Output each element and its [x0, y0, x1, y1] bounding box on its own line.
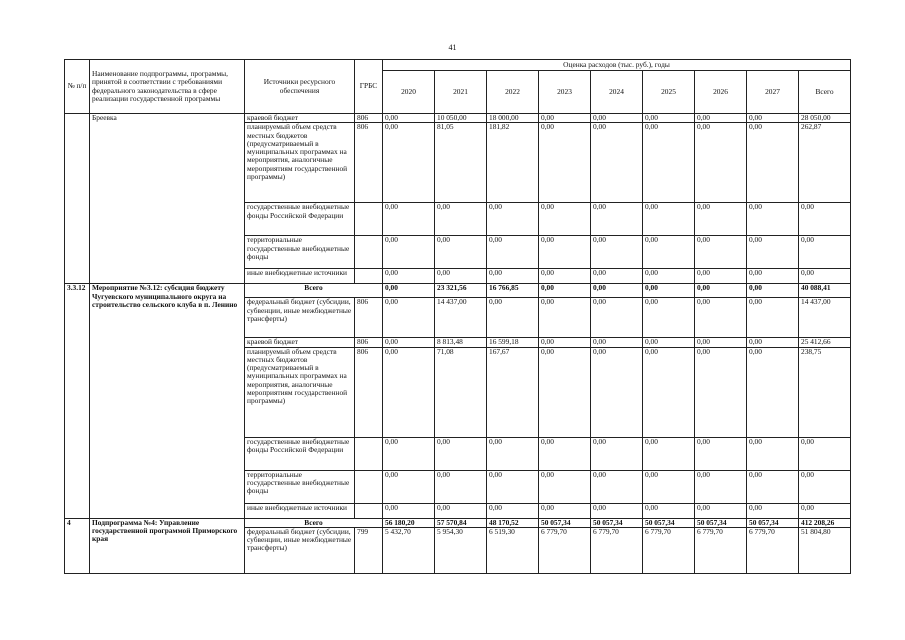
- value-cell: 0,00: [695, 236, 747, 269]
- total-value: 23 321,56: [435, 284, 487, 298]
- value-cell: 0,00: [487, 298, 539, 338]
- value-cell: 0,00: [383, 338, 435, 347]
- value-cell: 0,00: [747, 298, 799, 338]
- value-cell: 0,00: [695, 338, 747, 347]
- total-value: 0,00: [643, 284, 695, 298]
- value-cell: 0,00: [539, 123, 591, 203]
- value-cell: 0,00: [747, 114, 799, 123]
- value-cell: 0,00: [591, 236, 643, 269]
- value-cell: 0,00: [747, 437, 799, 470]
- value-cell: 6 779,70: [747, 527, 799, 573]
- value-cell: 0,00: [643, 503, 695, 518]
- header-year: 2020: [383, 71, 435, 114]
- value-cell: 262,87: [799, 123, 851, 203]
- value-cell: 0,00: [695, 203, 747, 236]
- value-cell: 0,00: [799, 503, 851, 518]
- value-cell: 0,00: [383, 470, 435, 503]
- value-cell: 0,00: [799, 236, 851, 269]
- grbs-code: 799: [355, 527, 383, 573]
- value-cell: 6 779,70: [695, 527, 747, 573]
- value-cell: 0,00: [435, 503, 487, 518]
- value-cell: 0,00: [591, 437, 643, 470]
- total-value: 0,00: [383, 284, 435, 298]
- total-value: 412 208,26: [799, 518, 851, 527]
- value-cell: 10 050,00: [435, 114, 487, 123]
- value-cell: 0,00: [695, 503, 747, 518]
- value-cell: 6 779,70: [539, 527, 591, 573]
- value-cell: 167,67: [487, 347, 539, 437]
- header-num: № п/п: [65, 60, 90, 114]
- funding-source: федеральный бюджет (субсидии, субвенции, иные межбюджетные трансферты): [245, 527, 355, 573]
- total-value: 50 057,34: [539, 518, 591, 527]
- total-row: [65, 284, 851, 298]
- program-name: Бреевка: [90, 114, 245, 284]
- value-cell: 0,00: [591, 298, 643, 338]
- value-cell: 0,00: [487, 437, 539, 470]
- total-value: 40 088,41: [799, 284, 851, 298]
- total-value: 48 170,52: [487, 518, 539, 527]
- header-year: Всего: [799, 71, 851, 114]
- value-cell: 0,00: [799, 203, 851, 236]
- value-cell: 5 432,70: [383, 527, 435, 573]
- value-cell: 0,00: [591, 114, 643, 123]
- value-cell: 81,05: [435, 123, 487, 203]
- funding-source: краевой бюджет: [245, 114, 355, 123]
- value-cell: 238,75: [799, 347, 851, 437]
- value-cell: 0,00: [591, 269, 643, 284]
- value-cell: 51 804,80: [799, 527, 851, 573]
- value-cell: 0,00: [591, 347, 643, 437]
- value-cell: 0,00: [383, 114, 435, 123]
- value-cell: 0,00: [643, 437, 695, 470]
- funding-source: государственные внебюджетные фонды Российской Федерации: [245, 203, 355, 236]
- value-cell: 28 050,00: [799, 114, 851, 123]
- grbs-code: 806: [355, 347, 383, 437]
- value-cell: 0,00: [747, 338, 799, 347]
- value-cell: 0,00: [695, 123, 747, 203]
- grbs-code: [355, 503, 383, 518]
- value-cell: 0,00: [383, 298, 435, 338]
- grbs-code: [355, 236, 383, 269]
- value-cell: 0,00: [383, 347, 435, 437]
- value-cell: 0,00: [539, 269, 591, 284]
- value-cell: 0,00: [643, 203, 695, 236]
- value-cell: 25 412,66: [799, 338, 851, 347]
- total-value: 0,00: [539, 284, 591, 298]
- grbs-code: 806: [355, 298, 383, 338]
- funding-source: планируемый объем средств местных бюджетов (предусматриваемый в муниципальных программах на мероприятия, аналогичные мероприятиям государственной программы): [245, 347, 355, 437]
- value-cell: 0,00: [539, 203, 591, 236]
- value-cell: 0,00: [539, 347, 591, 437]
- header-year: 2026: [695, 71, 747, 114]
- total-value: 0,00: [591, 284, 643, 298]
- total-value: 50 057,34: [747, 518, 799, 527]
- value-cell: 0,00: [487, 236, 539, 269]
- value-cell: 0,00: [383, 503, 435, 518]
- value-cell: 0,00: [435, 269, 487, 284]
- grbs-code: [355, 203, 383, 236]
- total-value: 50 057,34: [643, 518, 695, 527]
- value-cell: 0,00: [539, 338, 591, 347]
- value-cell: 0,00: [747, 503, 799, 518]
- value-cell: 0,00: [383, 123, 435, 203]
- funding-source: федеральный бюджет (субсидии, субвенции, иные межбюджетные трансферты): [245, 298, 355, 338]
- funding-source: территориальные государственные внебюджетные фонды: [245, 236, 355, 269]
- total-value: 50 057,34: [591, 518, 643, 527]
- value-cell: 0,00: [591, 203, 643, 236]
- row-number: 3.3.12: [65, 284, 90, 518]
- budget-table: [64, 59, 851, 574]
- value-cell: 0,00: [539, 236, 591, 269]
- total-value: 50 057,34: [695, 518, 747, 527]
- value-cell: 0,00: [383, 236, 435, 269]
- grbs-code: 806: [355, 114, 383, 123]
- value-cell: 0,00: [383, 437, 435, 470]
- value-cell: 71,08: [435, 347, 487, 437]
- total-value: 0,00: [695, 284, 747, 298]
- value-cell: 0,00: [435, 236, 487, 269]
- total-value: 0,00: [747, 284, 799, 298]
- program-name: Мероприятие №3.12: субсидия бюджету Чугуевского муниципального округа на строительство сельского клуба в п. Ленино: [90, 284, 245, 518]
- total-value: 16 766,85: [487, 284, 539, 298]
- funding-source: планируемый объем средств местных бюджетов (предусматриваемый в муниципальных программах на мероприятия, аналогичные мероприятиям государственной программы): [245, 123, 355, 203]
- table-body: [65, 114, 851, 574]
- value-cell: 6 519,30: [487, 527, 539, 573]
- total-label: Всего: [245, 284, 383, 298]
- value-cell: 0,00: [643, 298, 695, 338]
- value-cell: 0,00: [747, 123, 799, 203]
- value-cell: 0,00: [539, 298, 591, 338]
- value-cell: 0,00: [487, 269, 539, 284]
- total-row: [65, 518, 851, 527]
- total-label: Всего: [245, 518, 383, 527]
- header-name: Наименование подпрограммы, программы, принятой в соответствии с требованиями федерального законодательства в сфере реализации государственной программы: [90, 60, 245, 114]
- funding-source: краевой бюджет: [245, 338, 355, 347]
- value-cell: 0,00: [487, 503, 539, 518]
- header-estimate: Оценка расходов (тыс. руб.), годы: [383, 60, 851, 71]
- header-grbs: ГРБС: [355, 60, 383, 114]
- value-cell: 14 437,00: [799, 298, 851, 338]
- value-cell: 0,00: [643, 236, 695, 269]
- grbs-code: [355, 269, 383, 284]
- value-cell: 5 954,30: [435, 527, 487, 573]
- value-cell: 0,00: [747, 236, 799, 269]
- value-cell: 6 779,70: [643, 527, 695, 573]
- header-year: 2024: [591, 71, 643, 114]
- header-year: 2022: [487, 71, 539, 114]
- value-cell: 0,00: [695, 437, 747, 470]
- funding-source: территориальные государственные внебюджетные фонды: [245, 470, 355, 503]
- value-cell: 0,00: [643, 114, 695, 123]
- value-cell: 0,00: [435, 437, 487, 470]
- page-number: 41: [448, 43, 457, 52]
- value-cell: 0,00: [695, 269, 747, 284]
- value-cell: 0,00: [747, 203, 799, 236]
- value-cell: 14 437,00: [435, 298, 487, 338]
- header-source: Источники ресурсного обеспечения: [245, 60, 355, 114]
- total-value: 57 570,84: [435, 518, 487, 527]
- value-cell: 0,00: [747, 269, 799, 284]
- value-cell: 0,00: [747, 347, 799, 437]
- grbs-code: [355, 470, 383, 503]
- value-cell: 0,00: [591, 123, 643, 203]
- value-cell: 0,00: [643, 470, 695, 503]
- value-cell: 0,00: [695, 114, 747, 123]
- value-cell: 0,00: [695, 298, 747, 338]
- value-cell: 16 599,18: [487, 338, 539, 347]
- grbs-code: 806: [355, 123, 383, 203]
- value-cell: 0,00: [539, 437, 591, 470]
- value-cell: 0,00: [643, 123, 695, 203]
- value-cell: 0,00: [747, 470, 799, 503]
- value-cell: 0,00: [435, 203, 487, 236]
- header-year: 2027: [747, 71, 799, 114]
- value-cell: 0,00: [799, 437, 851, 470]
- value-cell: 0,00: [539, 470, 591, 503]
- header-year: 2025: [643, 71, 695, 114]
- header-year: 2021: [435, 71, 487, 114]
- table-header: [65, 60, 851, 114]
- funding-source: иные внебюджетные источники: [245, 269, 355, 284]
- value-cell: 0,00: [643, 338, 695, 347]
- value-cell: 0,00: [799, 470, 851, 503]
- funding-source: государственные внебюджетные фонды Российской Федерации: [245, 437, 355, 470]
- value-cell: 0,00: [695, 347, 747, 437]
- value-cell: 0,00: [487, 470, 539, 503]
- value-cell: 0,00: [799, 269, 851, 284]
- value-cell: 6 779,70: [591, 527, 643, 573]
- value-cell: 0,00: [435, 470, 487, 503]
- value-cell: 0,00: [695, 470, 747, 503]
- value-cell: 0,00: [539, 114, 591, 123]
- row-number: [65, 114, 90, 284]
- header-year: 2023: [539, 71, 591, 114]
- table-row: [65, 114, 851, 123]
- value-cell: 0,00: [591, 470, 643, 503]
- value-cell: 8 813,48: [435, 338, 487, 347]
- grbs-code: [355, 437, 383, 470]
- program-name: Подпрограмма №4: Управление государственной программой Приморского края: [90, 518, 245, 573]
- row-number: 4: [65, 518, 90, 573]
- value-cell: 0,00: [591, 503, 643, 518]
- value-cell: 0,00: [591, 338, 643, 347]
- value-cell: 0,00: [383, 203, 435, 236]
- grbs-code: 806: [355, 338, 383, 347]
- value-cell: 0,00: [539, 503, 591, 518]
- value-cell: 0,00: [643, 269, 695, 284]
- total-value: 56 180,20: [383, 518, 435, 527]
- value-cell: 0,00: [383, 269, 435, 284]
- value-cell: 18 000,00: [487, 114, 539, 123]
- value-cell: 0,00: [487, 203, 539, 236]
- funding-source: иные внебюджетные источники: [245, 503, 355, 518]
- value-cell: 0,00: [643, 347, 695, 437]
- value-cell: 181,82: [487, 123, 539, 203]
